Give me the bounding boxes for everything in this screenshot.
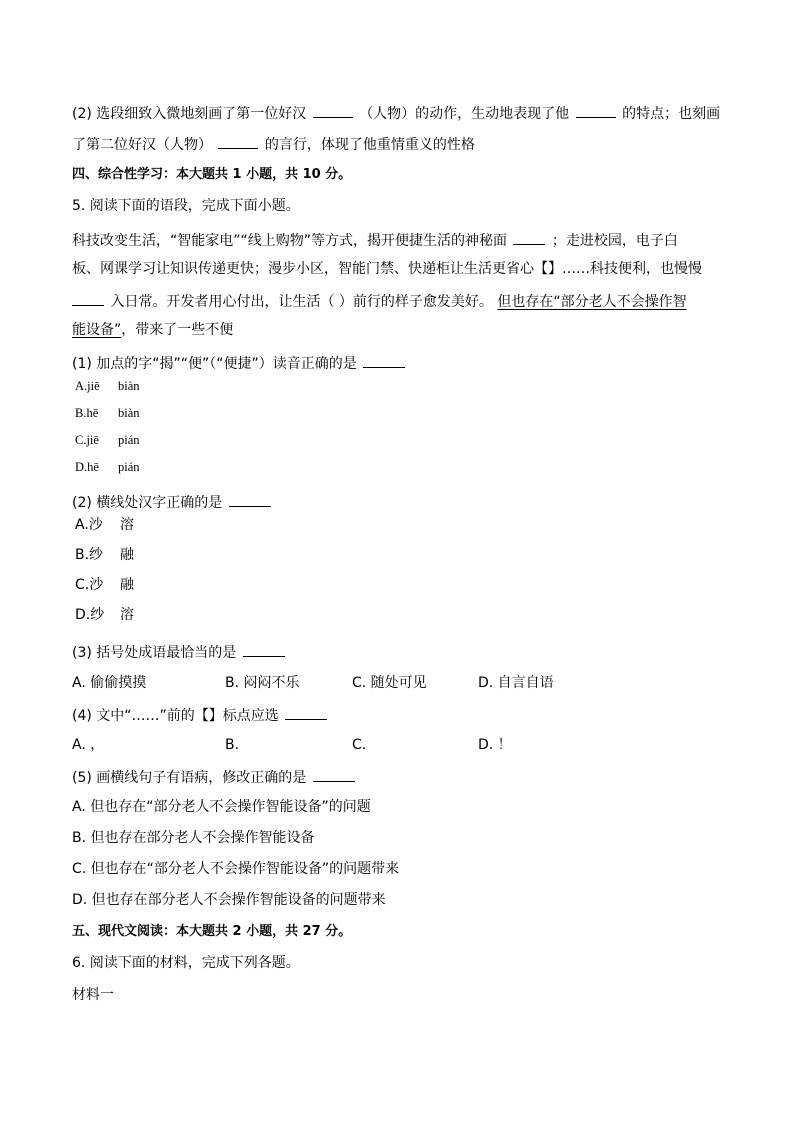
answer-blank	[72, 291, 104, 306]
option[interactable]: B.	[225, 737, 240, 753]
answer-blank	[243, 642, 285, 657]
question-5-title: 5. 阅读下面的语段，完成下面小题。	[72, 198, 300, 214]
stem-text: (2) 横线处汉字正确的是	[72, 495, 223, 511]
q4-sub2-text: (2) 选段细致入微地刻画了第一位好汉	[72, 106, 307, 122]
option-text: 融	[120, 547, 134, 563]
passage-line-1	[72, 230, 678, 250]
option[interactable]: B. 闷闷不乐	[225, 675, 300, 691]
answer-blank	[313, 103, 353, 118]
q4-sub2-line2	[72, 134, 475, 154]
passage-text: ；走进校园，电子白	[551, 233, 678, 249]
option[interactable]: D. 自言自语	[478, 675, 554, 691]
option-letter[interactable]: A.jiē	[75, 379, 100, 393]
q5-sub2-stem	[72, 492, 273, 512]
option-text: 溶	[120, 607, 134, 623]
option-text: 融	[120, 577, 134, 593]
stem-text: (3) 括号处成语最恰当的是	[72, 645, 237, 661]
q4-sub2-text: （人物）的动作，生动地表现了他	[359, 106, 570, 122]
option-text: 溶	[120, 517, 134, 533]
option-letter[interactable]: B.hē	[75, 406, 99, 420]
option-letter[interactable]: B.纱	[75, 547, 104, 563]
option[interactable]: D. 但也存在部分老人不会操作智能设备的问题带来	[72, 892, 386, 908]
option[interactable]: A. 偷偷摸摸	[72, 675, 147, 691]
q4-sub2-text: 了第二位好汉（人物）	[72, 137, 212, 153]
answer-blank	[313, 767, 355, 782]
option[interactable]: B. 但也存在部分老人不会操作智能设备	[72, 830, 315, 846]
section-heading-5: 五、现代文阅读：本大题共 2 小题，共 27 分。	[72, 924, 352, 939]
option-text: biàn	[118, 406, 140, 420]
option[interactable]: A. ，	[72, 737, 105, 753]
q4-sub2-text: 的特点；也刻画	[622, 106, 721, 122]
section-heading-4: 四、综合性学习：本大题共 1 小题，共 10 分。	[72, 167, 352, 182]
question-6-title: 6. 阅读下面的材料，完成下列各题。	[72, 955, 300, 971]
option-letter[interactable]: A.沙	[75, 517, 103, 533]
option-text: pián	[118, 433, 140, 447]
option[interactable]: C.	[352, 737, 367, 753]
answer-blank	[576, 103, 616, 118]
option-letter[interactable]: C.jiē	[75, 433, 99, 447]
answer-blank	[513, 230, 545, 245]
option-text: biàn	[118, 379, 140, 393]
answer-blank	[218, 134, 258, 149]
underlined-sentence: 但也存在“部分老人不会操作智	[497, 294, 687, 310]
stem-text: (4) 文中“……”前的【】标点应选	[72, 708, 279, 724]
passage-line-2: 板、网课学习让知识传递更快；漫步小区，智能门禁、快递柜让生活更省心【】……科技便利，也慢慢	[72, 261, 702, 277]
material-heading: 材料一	[72, 987, 114, 1003]
q5-sub4-stem	[72, 705, 329, 725]
passage-line-3	[72, 291, 687, 311]
passage-text: 科技改变生活，“智能家电”“线上购物”等方式，揭开便捷生活的神秘面	[72, 233, 508, 249]
q4-sub2-text: 的言行，体现了他重情重义的性格	[264, 137, 475, 153]
passage-line-4	[72, 321, 233, 339]
passage-text: ，带来了一些不便	[121, 322, 234, 338]
option-letter[interactable]: D.hē	[75, 460, 99, 474]
q4-sub2-line1	[72, 103, 720, 123]
stem-text: (1) 加点的字“揭”“便”（“便捷”）读音正确的是	[72, 356, 357, 372]
option-letter[interactable]: D.纱	[75, 607, 105, 623]
underlined-sentence: 能设备”	[72, 322, 122, 338]
option[interactable]: D. ！	[478, 737, 512, 753]
q5-sub3-stem	[72, 642, 287, 662]
option-letter[interactable]: C.沙	[75, 577, 104, 593]
option[interactable]: A. 但也存在“部分老人不会操作智能设备”的问题	[72, 799, 371, 815]
option[interactable]: C. 但也存在“部分老人不会操作智能设备”的问题带来	[72, 861, 400, 877]
option-text: pián	[118, 460, 140, 474]
option[interactable]: C. 随处可见	[352, 675, 427, 691]
answer-blank	[285, 705, 327, 720]
stem-text: (5) 画横线句子有语病，修改正确的是	[72, 770, 307, 786]
answer-blank	[363, 353, 405, 368]
answer-blank	[229, 492, 271, 507]
q5-sub5-stem	[72, 767, 357, 787]
passage-text: 入日常。开发者用心付出，让生活（ ）前行的样子愈发美好。	[110, 294, 493, 310]
q5-sub1-stem	[72, 353, 407, 373]
